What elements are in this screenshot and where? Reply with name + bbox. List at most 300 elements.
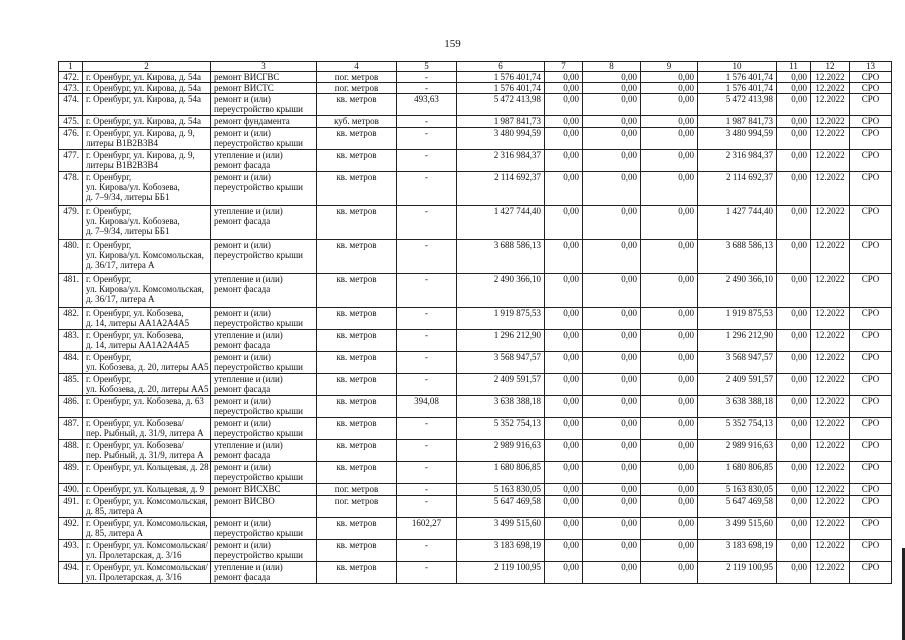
- fund-7-cell: 0,00: [545, 462, 583, 484]
- unit-cell: кв. метров: [317, 94, 397, 116]
- address-cell-line: д. 85, литера А: [86, 506, 144, 516]
- work-type-cell: [211, 308, 317, 330]
- address-cell-line: г. Оренбург,: [86, 352, 132, 362]
- area-cell: -: [397, 352, 457, 374]
- total-cost-cell: 3 568 947,57: [457, 352, 545, 374]
- method-cell: СРО: [850, 94, 892, 116]
- total-cost-cell: 5 647 469,58: [457, 496, 545, 518]
- table-row: [59, 440, 892, 462]
- work-type-cell: [211, 540, 317, 562]
- column-number: 11: [777, 62, 811, 72]
- owner-funds-cell: 2 989 916,63: [698, 440, 777, 462]
- unit-cell: кв. метров: [317, 396, 397, 418]
- work-type-cell: [211, 72, 317, 83]
- method-cell: СРО: [850, 240, 892, 274]
- total-cost-cell: 5 472 413,98: [457, 94, 545, 116]
- method-cell: СРО: [850, 540, 892, 562]
- fund-8-cell: 0,00: [583, 72, 641, 83]
- work-type-cell: [211, 418, 317, 440]
- work-type-cell: [211, 396, 317, 418]
- completion-date-cell: 12.2022: [811, 83, 850, 94]
- work-type-cell-line: ремонт фундамента: [214, 116, 290, 126]
- fund-8-cell: 0,00: [583, 418, 641, 440]
- area-cell: -: [397, 418, 457, 440]
- work-type-cell: [211, 518, 317, 540]
- unit-cell: кв. метров: [317, 562, 397, 584]
- fund-8-cell: 0,00: [583, 540, 641, 562]
- fund-7-cell: 0,00: [545, 418, 583, 440]
- work-type-cell-line: утепление и (или): [214, 330, 283, 340]
- fund-7-cell: 0,00: [545, 83, 583, 94]
- fund-8-cell: 0,00: [583, 518, 641, 540]
- unit-cell: пог. метров: [317, 72, 397, 83]
- fund-11-cell: 0,00: [777, 240, 811, 274]
- total-cost-cell: 1 987 841,73: [457, 116, 545, 128]
- area-cell: -: [397, 540, 457, 562]
- work-type-cell-line: ремонт фасада: [214, 284, 271, 294]
- fund-7-cell: 0,00: [545, 396, 583, 418]
- work-type-cell-line: ремонт ВИСТС: [214, 83, 274, 93]
- row-number: 490.: [59, 484, 83, 496]
- fund-7-cell: 0,00: [545, 308, 583, 330]
- row-number: 492.: [59, 518, 83, 540]
- work-type-cell: [211, 496, 317, 518]
- work-type-cell-line: переустройство крыши: [214, 104, 303, 114]
- area-cell: -: [397, 308, 457, 330]
- total-cost-cell: 1 427 744,40: [457, 206, 545, 240]
- table-row: [59, 116, 892, 128]
- fund-9-cell: 0,00: [641, 206, 698, 240]
- address-cell-line: литеры В1В2В3В4: [86, 138, 159, 148]
- fund-11-cell: 0,00: [777, 462, 811, 484]
- unit-cell: кв. метров: [317, 374, 397, 396]
- fund-8-cell: 0,00: [583, 308, 641, 330]
- owner-funds-cell: 1 427 744,40: [698, 206, 777, 240]
- column-number: 13: [850, 62, 892, 72]
- fund-8-cell: 0,00: [583, 374, 641, 396]
- fund-9-cell: 0,00: [641, 150, 698, 172]
- area-cell: -: [397, 128, 457, 150]
- fund-9-cell: 0,00: [641, 462, 698, 484]
- table-row: [59, 418, 892, 440]
- fund-9-cell: 0,00: [641, 440, 698, 462]
- table-row: [59, 72, 892, 83]
- owner-funds-cell: 3 638 388,18: [698, 396, 777, 418]
- address-cell: [83, 308, 211, 330]
- table-row: [59, 518, 892, 540]
- area-cell: -: [397, 150, 457, 172]
- work-type-cell: [211, 440, 317, 462]
- row-number: 483.: [59, 330, 83, 352]
- work-type-cell-line: переустройство крыши: [214, 428, 303, 438]
- total-cost-cell: 2 409 591,57: [457, 374, 545, 396]
- row-number: 480.: [59, 240, 83, 274]
- work-type-cell-line: утепление и (или): [214, 440, 283, 450]
- completion-date-cell: 12.2022: [811, 116, 850, 128]
- fund-8-cell: 0,00: [583, 274, 641, 308]
- method-cell: СРО: [850, 562, 892, 584]
- row-number: 493.: [59, 540, 83, 562]
- owner-funds-cell: 1 919 875,53: [698, 308, 777, 330]
- total-cost-cell: 1 576 401,74: [457, 83, 545, 94]
- fund-9-cell: 0,00: [641, 94, 698, 116]
- fund-7-cell: 0,00: [545, 562, 583, 584]
- completion-date-cell: 12.2022: [811, 440, 850, 462]
- owner-funds-cell: 2 119 100,95: [698, 562, 777, 584]
- area-cell: -: [397, 116, 457, 128]
- area-cell: 493,63: [397, 94, 457, 116]
- work-type-cell-line: ремонт и (или): [214, 396, 271, 406]
- table-row: [59, 172, 892, 206]
- column-number: 1: [59, 62, 83, 72]
- fund-9-cell: 0,00: [641, 116, 698, 128]
- table-row: [59, 206, 892, 240]
- fund-11-cell: 0,00: [777, 352, 811, 374]
- table-row: [59, 462, 892, 484]
- fund-9-cell: 0,00: [641, 128, 698, 150]
- address-cell: [83, 274, 211, 308]
- fund-8-cell: 0,00: [583, 206, 641, 240]
- unit-cell: кв. метров: [317, 540, 397, 562]
- work-type-cell-line: утепление и (или): [214, 206, 283, 216]
- table-row: [59, 496, 892, 518]
- area-cell: -: [397, 484, 457, 496]
- fund-9-cell: 0,00: [641, 274, 698, 308]
- owner-funds-cell: 1 576 401,74: [698, 83, 777, 94]
- fund-8-cell: 0,00: [583, 462, 641, 484]
- address-cell-line: ул. Кирова/ул. Комсомольская,: [86, 284, 204, 294]
- address-cell: [83, 128, 211, 150]
- owner-funds-cell: 3 480 994,59: [698, 128, 777, 150]
- completion-date-cell: 12.2022: [811, 484, 850, 496]
- address-cell-line: ул. Кобозева, д. 20, литеры АА5: [86, 362, 209, 372]
- fund-9-cell: 0,00: [641, 330, 698, 352]
- fund-9-cell: 0,00: [641, 352, 698, 374]
- total-cost-cell: 2 316 984,37: [457, 150, 545, 172]
- address-cell-line: г. Оренбург, ул. Комсомольская,: [86, 496, 208, 506]
- address-cell-line: г. Оренбург,: [86, 172, 132, 182]
- work-type-cell: [211, 330, 317, 352]
- address-cell-line: г. Оренбург, ул. Кобозева,: [86, 308, 184, 318]
- table-row: [59, 94, 892, 116]
- work-type-cell-line: утепление и (или): [214, 150, 283, 160]
- unit-cell: кв. метров: [317, 330, 397, 352]
- row-number: 479.: [59, 206, 83, 240]
- fund-11-cell: 0,00: [777, 94, 811, 116]
- address-cell-line: г. Оренбург, ул. Кобозева,: [86, 330, 184, 340]
- owner-funds-cell: 1 987 841,73: [698, 116, 777, 128]
- work-type-cell-line: ремонт фасада: [214, 450, 271, 460]
- fund-8-cell: 0,00: [583, 330, 641, 352]
- fund-9-cell: 0,00: [641, 172, 698, 206]
- fund-9-cell: 0,00: [641, 562, 698, 584]
- owner-funds-cell: 2 114 692,37: [698, 172, 777, 206]
- fund-11-cell: 0,00: [777, 72, 811, 83]
- column-number-row: [59, 62, 892, 72]
- unit-cell: кв. метров: [317, 352, 397, 374]
- completion-date-cell: 12.2022: [811, 240, 850, 274]
- work-type-cell-line: ремонт и (или): [214, 172, 271, 182]
- method-cell: СРО: [850, 484, 892, 496]
- row-number: 475.: [59, 116, 83, 128]
- row-number: 491.: [59, 496, 83, 518]
- total-cost-cell: 3 183 698,19: [457, 540, 545, 562]
- fund-8-cell: 0,00: [583, 484, 641, 496]
- work-type-cell: [211, 240, 317, 274]
- completion-date-cell: 12.2022: [811, 128, 850, 150]
- fund-8-cell: 0,00: [583, 496, 641, 518]
- address-cell: [83, 352, 211, 374]
- address-cell-line: д. 7–9/34, литеры ББ1: [86, 192, 170, 202]
- unit-cell: пог. метров: [317, 496, 397, 518]
- fund-7-cell: 0,00: [545, 172, 583, 206]
- fund-9-cell: 0,00: [641, 396, 698, 418]
- address-cell-line: ул. Кирова/ул. Кобозева,: [86, 182, 180, 192]
- total-cost-cell: 1 576 401,74: [457, 72, 545, 83]
- completion-date-cell: 12.2022: [811, 94, 850, 116]
- fund-7-cell: 0,00: [545, 496, 583, 518]
- row-number: 488.: [59, 440, 83, 462]
- row-number: 477.: [59, 150, 83, 172]
- work-type-cell: [211, 128, 317, 150]
- area-cell: -: [397, 274, 457, 308]
- address-cell: [83, 330, 211, 352]
- area-cell: 1602,27: [397, 518, 457, 540]
- address-cell: [83, 206, 211, 240]
- owner-funds-cell: 5 472 413,98: [698, 94, 777, 116]
- method-cell: СРО: [850, 116, 892, 128]
- method-cell: СРО: [850, 308, 892, 330]
- address-cell-line: г. Оренбург, ул. Кирова, д. 54а: [86, 83, 202, 93]
- fund-8-cell: 0,00: [583, 150, 641, 172]
- total-cost-cell: 3 499 515,60: [457, 518, 545, 540]
- table-row: [59, 484, 892, 496]
- table-row: [59, 374, 892, 396]
- fund-7-cell: 0,00: [545, 274, 583, 308]
- area-cell: -: [397, 374, 457, 396]
- owner-funds-cell: 2 409 591,57: [698, 374, 777, 396]
- address-cell: [83, 484, 211, 496]
- fund-8-cell: 0,00: [583, 116, 641, 128]
- work-type-cell-line: ремонт фасада: [214, 340, 271, 350]
- area-cell: -: [397, 462, 457, 484]
- method-cell: СРО: [850, 206, 892, 240]
- fund-8-cell: 0,00: [583, 562, 641, 584]
- fund-11-cell: 0,00: [777, 484, 811, 496]
- total-cost-cell: 2 119 100,95: [457, 562, 545, 584]
- column-number: 4: [317, 62, 397, 72]
- row-number: 494.: [59, 562, 83, 584]
- area-cell: -: [397, 496, 457, 518]
- address-cell: [83, 462, 211, 484]
- address-cell-line: г. Оренбург,: [86, 206, 132, 216]
- row-number: 482.: [59, 308, 83, 330]
- total-cost-cell: 3 480 994,59: [457, 128, 545, 150]
- unit-cell: кв. метров: [317, 240, 397, 274]
- address-cell-line: д. 14, литеры АА1А2А4А5: [86, 340, 190, 350]
- work-type-cell-line: ремонт фасада: [214, 160, 271, 170]
- fund-11-cell: 0,00: [777, 206, 811, 240]
- owner-funds-cell: 3 183 698,19: [698, 540, 777, 562]
- fund-11-cell: 0,00: [777, 83, 811, 94]
- work-type-cell-line: переустройство крыши: [214, 406, 303, 416]
- fund-11-cell: 0,00: [777, 116, 811, 128]
- total-cost-cell: 5 352 754,13: [457, 418, 545, 440]
- address-cell: [83, 150, 211, 172]
- fund-7-cell: 0,00: [545, 374, 583, 396]
- unit-cell: пог. метров: [317, 484, 397, 496]
- fund-8-cell: 0,00: [583, 172, 641, 206]
- column-number: 8: [583, 62, 641, 72]
- table-row: [59, 396, 892, 418]
- address-cell-line: г. Оренбург, ул. Кирова, д. 54а: [86, 116, 202, 126]
- address-cell-line: ул. Кобозева, д. 20, литеры АА5: [86, 384, 209, 394]
- unit-cell: куб. метров: [317, 116, 397, 128]
- fund-11-cell: 0,00: [777, 396, 811, 418]
- fund-8-cell: 0,00: [583, 440, 641, 462]
- total-cost-cell: 1 919 875,53: [457, 308, 545, 330]
- work-type-cell-line: утепление и (или): [214, 374, 283, 384]
- address-cell-line: д. 36/17, литера А: [86, 294, 155, 304]
- owner-funds-cell: 5 352 754,13: [698, 418, 777, 440]
- area-cell: -: [397, 440, 457, 462]
- work-type-cell-line: ремонт и (или): [214, 128, 271, 138]
- work-type-cell: [211, 206, 317, 240]
- area-cell: 394,08: [397, 396, 457, 418]
- fund-8-cell: 0,00: [583, 396, 641, 418]
- total-cost-cell: 3 638 388,18: [457, 396, 545, 418]
- method-cell: СРО: [850, 440, 892, 462]
- completion-date-cell: 12.2022: [811, 72, 850, 83]
- fund-11-cell: 0,00: [777, 496, 811, 518]
- address-cell-line: г. Оренбург, ул. Кирова, д. 9,: [86, 128, 195, 138]
- address-cell-line: г. Оренбург, ул. Кирова, д. 54а: [86, 94, 202, 104]
- work-type-cell-line: ремонт фасада: [214, 572, 271, 582]
- row-number: 486.: [59, 396, 83, 418]
- address-cell: [83, 83, 211, 94]
- owner-funds-cell: 1 576 401,74: [698, 72, 777, 83]
- address-cell-line: д. 36/17, литера А: [86, 260, 155, 270]
- table-row: [59, 308, 892, 330]
- fund-7-cell: 0,00: [545, 484, 583, 496]
- address-cell-line: г. Оренбург, ул. Кольцевая, д. 9: [86, 484, 205, 494]
- total-cost-cell: 1 296 212,90: [457, 330, 545, 352]
- address-cell-line: г. Оренбург, ул. Кобозева/: [86, 418, 184, 428]
- work-type-cell: [211, 116, 317, 128]
- address-cell: [83, 240, 211, 274]
- work-type-cell-line: ремонт фасада: [214, 216, 271, 226]
- table-row: [59, 352, 892, 374]
- fund-7-cell: 0,00: [545, 240, 583, 274]
- area-cell: -: [397, 330, 457, 352]
- total-cost-cell: 1 680 806,85: [457, 462, 545, 484]
- work-type-cell-line: ремонт и (или): [214, 240, 271, 250]
- address-cell-line: г. Оренбург, ул. Кобозева, д. 63: [86, 396, 204, 406]
- owner-funds-cell: 3 499 515,60: [698, 518, 777, 540]
- work-type-cell-line: утепление и (или): [214, 562, 283, 572]
- unit-cell: кв. метров: [317, 172, 397, 206]
- work-type-cell-line: ремонт и (или): [214, 462, 271, 472]
- method-cell: СРО: [850, 274, 892, 308]
- table-row: [59, 128, 892, 150]
- fund-11-cell: 0,00: [777, 172, 811, 206]
- work-type-cell: [211, 352, 317, 374]
- row-number: 484.: [59, 352, 83, 374]
- fund-9-cell: 0,00: [641, 484, 698, 496]
- address-cell: [83, 396, 211, 418]
- column-number: 7: [545, 62, 583, 72]
- fund-11-cell: 0,00: [777, 128, 811, 150]
- address-cell-line: д. 7–9/34, литеры ББ1: [86, 226, 170, 236]
- method-cell: СРО: [850, 352, 892, 374]
- work-type-cell: [211, 562, 317, 584]
- address-cell: [83, 418, 211, 440]
- fund-9-cell: 0,00: [641, 240, 698, 274]
- address-cell-line: г. Оренбург, ул. Кирова, д. 54а: [86, 72, 202, 82]
- completion-date-cell: 12.2022: [811, 374, 850, 396]
- work-type-cell-line: ремонт ВИСХВС: [214, 484, 281, 494]
- completion-date-cell: 12.2022: [811, 330, 850, 352]
- completion-date-cell: 12.2022: [811, 496, 850, 518]
- address-cell-line: литеры В1В2В3В4: [86, 160, 159, 170]
- completion-date-cell: 12.2022: [811, 562, 850, 584]
- fund-9-cell: 0,00: [641, 72, 698, 83]
- work-type-cell: [211, 462, 317, 484]
- work-type-cell: [211, 150, 317, 172]
- address-cell-line: ул. Пролетарская, д. 3/16: [86, 572, 182, 582]
- table-row: [59, 240, 892, 274]
- work-type-cell-line: переустройство крыши: [214, 362, 303, 372]
- completion-date-cell: 12.2022: [811, 308, 850, 330]
- total-cost-cell: 5 163 830,05: [457, 484, 545, 496]
- work-type-cell-line: переустройство крыши: [214, 472, 303, 482]
- column-number: 2: [83, 62, 211, 72]
- table-row: [59, 274, 892, 308]
- unit-cell: кв. метров: [317, 462, 397, 484]
- address-cell-line: ул. Пролетарская, д. 3/16: [86, 550, 182, 560]
- total-cost-cell: 2 114 692,37: [457, 172, 545, 206]
- address-cell: [83, 72, 211, 83]
- method-cell: СРО: [850, 496, 892, 518]
- fund-7-cell: 0,00: [545, 330, 583, 352]
- area-cell: -: [397, 172, 457, 206]
- column-number: 5: [397, 62, 457, 72]
- area-cell: -: [397, 206, 457, 240]
- address-cell: [83, 172, 211, 206]
- work-type-cell-line: ремонт и (или): [214, 540, 271, 550]
- owner-funds-cell: 2 490 366,10: [698, 274, 777, 308]
- address-cell: [83, 440, 211, 462]
- owner-funds-cell: 5 163 830,05: [698, 484, 777, 496]
- completion-date-cell: 12.2022: [811, 206, 850, 240]
- address-cell-line: г. Оренбург,: [86, 374, 132, 384]
- fund-9-cell: 0,00: [641, 418, 698, 440]
- work-type-cell-line: утепление и (или): [214, 274, 283, 284]
- unit-cell: кв. метров: [317, 206, 397, 240]
- row-number: 485.: [59, 374, 83, 396]
- fund-7-cell: 0,00: [545, 518, 583, 540]
- fund-8-cell: 0,00: [583, 94, 641, 116]
- fund-9-cell: 0,00: [641, 83, 698, 94]
- address-cell-line: г. Оренбург,: [86, 240, 132, 250]
- fund-7-cell: 0,00: [545, 94, 583, 116]
- method-cell: СРО: [850, 172, 892, 206]
- address-cell: [83, 496, 211, 518]
- fund-8-cell: 0,00: [583, 83, 641, 94]
- total-cost-cell: 2 989 916,63: [457, 440, 545, 462]
- method-cell: СРО: [850, 330, 892, 352]
- method-cell: СРО: [850, 150, 892, 172]
